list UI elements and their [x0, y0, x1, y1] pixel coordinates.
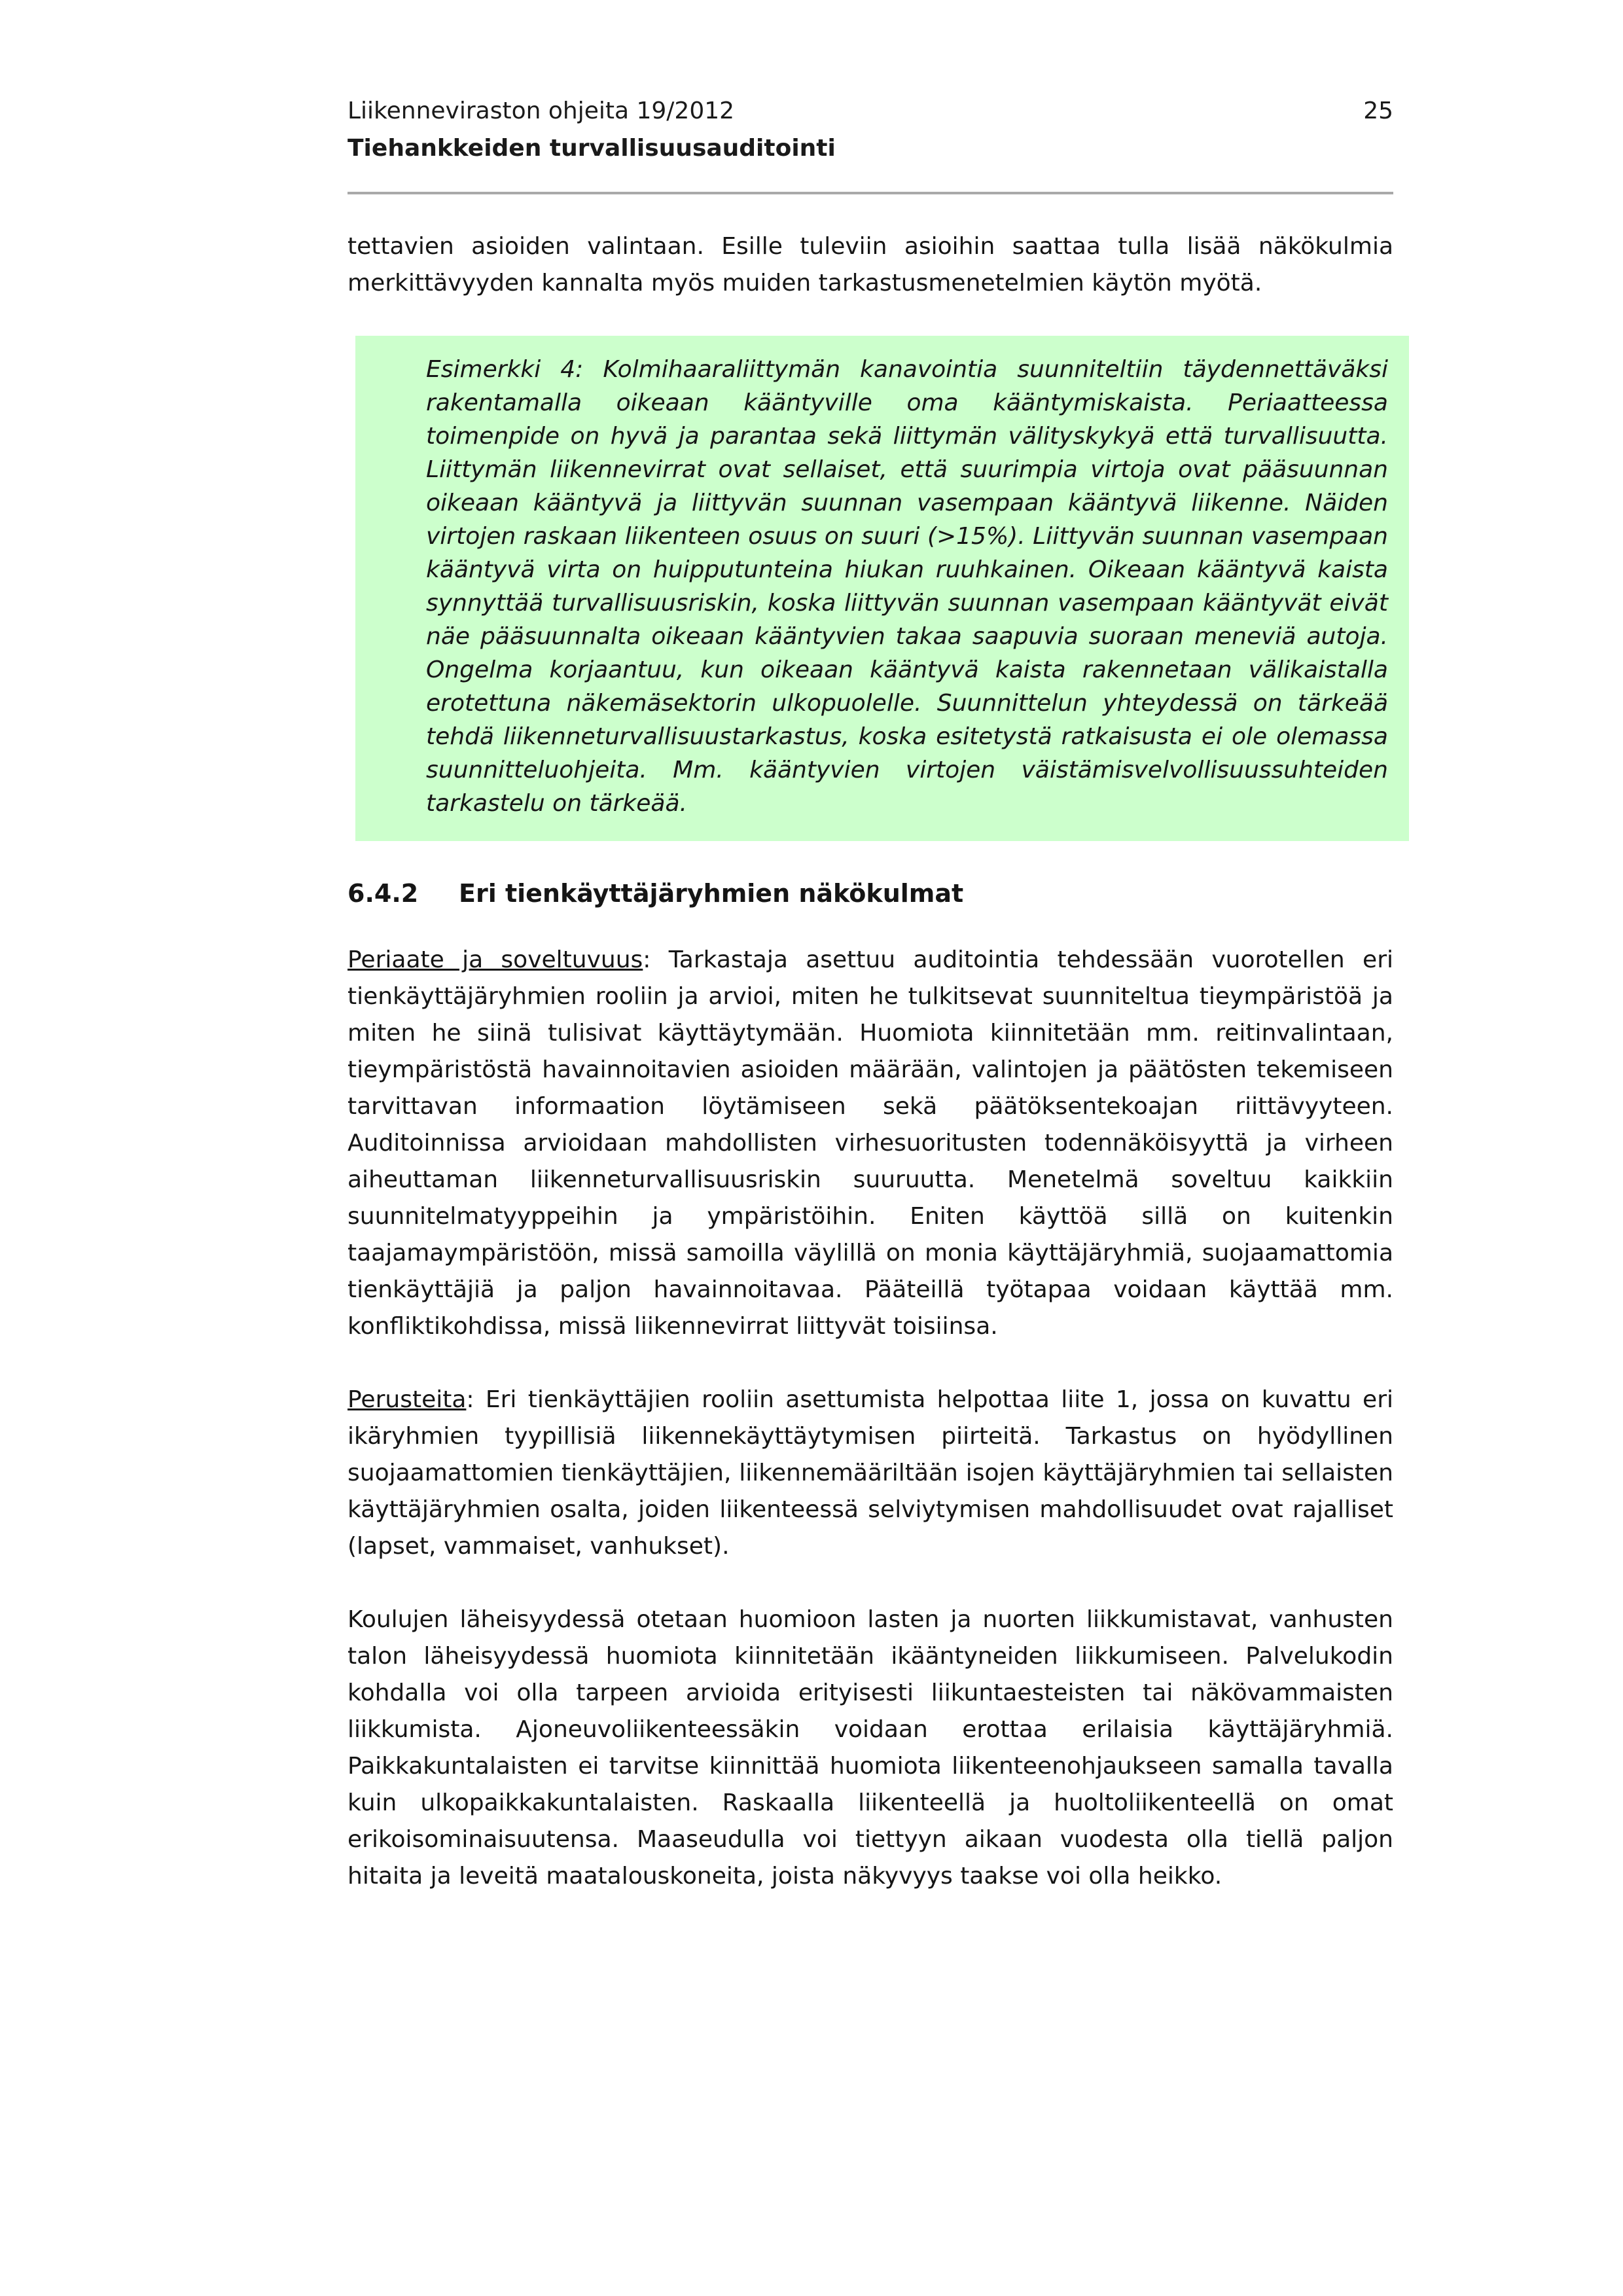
principle-label: Periaate ja soveltuvuus	[348, 946, 643, 973]
section-heading	[348, 875, 1393, 912]
page-header	[348, 95, 1393, 173]
intro-paragraph: tettavien asioiden valintaan. Esille tuleviin asioihin saattaa tulla lisää näkökulmia merkittävyyden kannalta myös muiden tarkastusmenetelmien käytön myötä.	[348, 233, 1393, 296]
example-box	[355, 336, 1409, 841]
basis-text: : Eri tienkäyttäjien rooliin asettumista helpottaa liite 1, jossa on kuvattu eri ikäryhmien tyypillisiä liikennekäyttäytymisen piirteitä. Tarkastus on hyödyllinen suojaamattomien tienkäyttäjien, liikennemääriltään isojen käyttäjäryhmien tai sellaisten käyttäjäryhmien osalta, joiden liikenteessä selviytymisen mahdollisuudet ovat rajalliset (lapset, vammaiset, vanhukset).	[348, 1386, 1393, 1560]
example-text: Esimerkki 4: Kolmihaaraliittymän kanavointia suunniteltiin täydennettäväksi rakentamalla oikeaan kääntyville oma kääntymiskaista. Periaatteessa toimenpide on hyvä ja parantaa sekä liittymän välityskykyä että turvallisuutta. Liittymän liikennevirrat ovat sellaiset, että suurimpia virtoja ovat pääsuunnan oikeaan kääntyvä ja liittyvän suunnan vasempaan kääntyvä liikenne. Näiden virtojen raskaan liikenteen osuus on suuri (>15%). Liittyvän suunnan vasempaan kääntyvä virta on huipputunteina hiukan ruuhkainen. Oikeaan kääntyvä kaista synnyttää turvallisuusriskin, koska liittyvän suunnan vasempaan kääntyvät eivät näe pääsuunnalta oikeaan kääntyvien takaa saapuvia suoraan meneviä autoja. Ongelma korjaantuu, kun oikeaan kääntyvä kaista rakennetaan välikaistalla erotettuna näkemäsektorin ulkopuolelle. Suunnittelun yhteydessä on tärkeää tehdä liikenneturvallisuustarkastus, koska esitetystä ratkaisusta ei ole olemassa suunnitteluohjeita. Mm. kääntyvien virtojen väistämisvelvollisuussuhteiden tarkastelu on tärkeää.	[426, 356, 1388, 817]
publication-title: Tiehankkeiden turvallisuusauditointi	[348, 135, 836, 162]
principle-paragraph	[348, 942, 1393, 1345]
document-content	[348, 228, 1393, 1931]
section-title: Eri tienkäyttäjäryhmien näkökulmat	[459, 879, 964, 908]
schools-paragraph: Koulujen läheisyydessä otetaan huomioon lasten ja nuorten liikkumistavat, vanhusten talon läheisyydessä huomiota kiinnitetään ikääntyneiden liikkumiseen. Palvelukodin kohdalla voi olla tarpeen arvioida erityisesti liikuntaesteisten tai näkövammaisten liikkumista. Ajoneuvoliikenteessäkin voidaan erottaa erilaisia käyttäjäryhmiä. Paikkakuntalaisten ei tarvitse kiinnittää huomiota liikenteenohjaukseen samalla tavalla kuin ulkopaikkakuntalaisten. Raskaalla liikenteellä ja huoltoliikenteellä on omat erikoisominaisuutensa. Maaseudulla voi tiettyyn aikaan vuodesta olla tiellä paljon hitaita ja leveitä maatalouskoneita, joista näkyvyys taakse voi olla heikko.	[348, 1606, 1393, 1890]
page-number: 25	[1363, 98, 1393, 124]
principle-text: : Tarkastaja asettuu auditointia tehdessään vuorotellen eri tienkäyttäjäryhmien rooliin ja arvioi, miten he tulkitsevat suunniteltua tieympäristöä ja miten he siinä tulisivat käyttäytymään. Huomiota kiinnitetään mm. reitinvalintaan, tieympäristöstä havainnoitavien asioiden määrään, valintojen ja päätösten tekemiseen tarvittavan informaation löytämiseen sekä päätöksentekoajan riittävyyteen. Auditoinnissa arvioidaan mahdollisten virhesuoritusten todennäköisyyttä ja virheen aiheuttaman liikenneturvallisuusriskin suuruutta. Menetelmä soveltuu kaikkiin suunnitelmatyyppeihin ja ympäristöihin. Eniten käyttöä sillä on kuitenkin taajamaympäristöön, missä samoilla väylillä on monia käyttäjäryhmiä, suojaamattomia tienkäyttäjiä ja paljon havainnoitavaa. Pääteillä työtapaa voidaan käyttää mm. konfliktikohdissa, missä liikennevirrat liittyvät toisiinsa.	[348, 946, 1393, 1340]
publication-series: Liikenneviraston ohjeita 19/2012	[348, 98, 735, 124]
basis-paragraph	[348, 1382, 1393, 1565]
section-number: 6.4.2	[348, 879, 419, 908]
header-divider	[348, 192, 1393, 194]
basis-label: Perusteita	[348, 1386, 467, 1413]
